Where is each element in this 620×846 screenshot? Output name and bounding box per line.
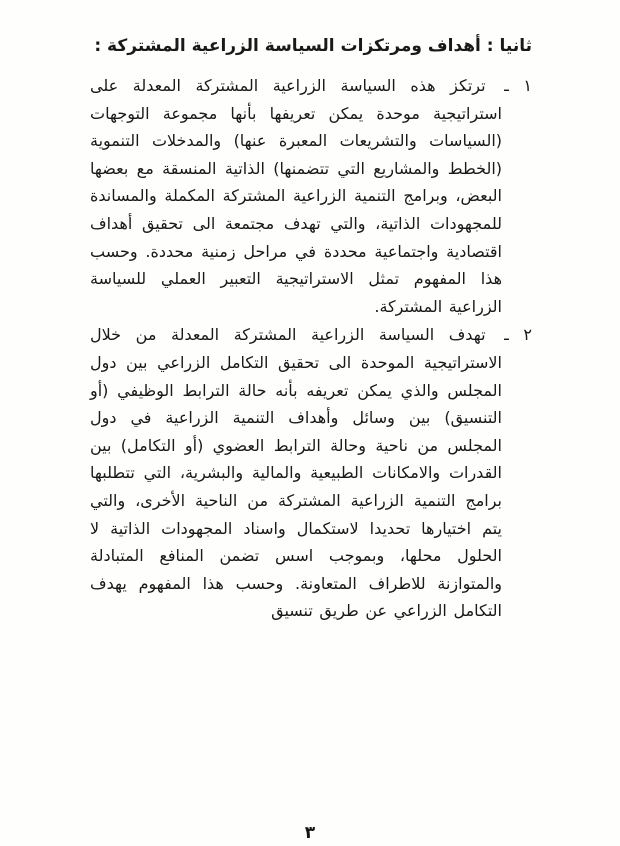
- paragraph-1-number: ١ ـ: [504, 76, 533, 95]
- page-number: ٣: [304, 823, 316, 843]
- section-heading: ثانيا : أهداف ومرتكزات السياسة الزراعية المشتركة :: [94, 36, 532, 56]
- page-content: [90, 36, 532, 626]
- paragraph-2: [90, 321, 532, 625]
- paragraph-2-text: تهدف السياسة الزراعية المشتركة المعدلة من خلال الاستراتيجية الموحدة الى تحقيق التكامل الزراعي بين دول المجلس والذي يمكن تعريفه بأنه حالة الترابط الوظيفي (أو التنسيق) بين وسائل وأهداف التنمية الزراعية في دول المجلس من ناحية وحالة الترابط العضوي (أو التكامل) بين القدرات والامكانات الطبيعية والمالية والبشرية، التي تتطلبها برامج التنمية الزراعية المشتركة من الناحية الأخرى، والتي يتم اختيارها تحديدا لاستكمال واسناد المجهودات الذاتية لا الحلول محلها، وبموجب اسس تضمن المنافع المتبادلة والمتوازنة للاطراف المتعاونة. وحسب هذا المفهوم يهدف التكامل الزراعي عن طريق تنسيق: [90, 325, 502, 621]
- paragraph-1-text: ترتكز هذه السياسة الزراعية المشتركة المعدلة على استراتيجية موحدة يمكن تعريفها بأنها مجموعة التوجهات (السياسات والتشريعات المعبرة عنها) والمدخلات التنموية (الخطط والمشاريع التي تتضمنها) الذاتية المنسقة مع بعضها البعض، وبرامج التنمية الزراعية المشتركة المكملة والمساندة للمجهودات الذاتية، والتي تهدف مجتمعة الى تحقيق أهداف اقتصادية واجتماعية محددة في مراحل زمنية محددة. وحسب هذا المفهوم تمثل الاستراتيجية التعبير العملي للسياسة الزراعية المشتركة.: [90, 76, 502, 316]
- paragraph-1: [90, 72, 532, 320]
- paragraph-2-number: ٢ ـ: [504, 325, 532, 345]
